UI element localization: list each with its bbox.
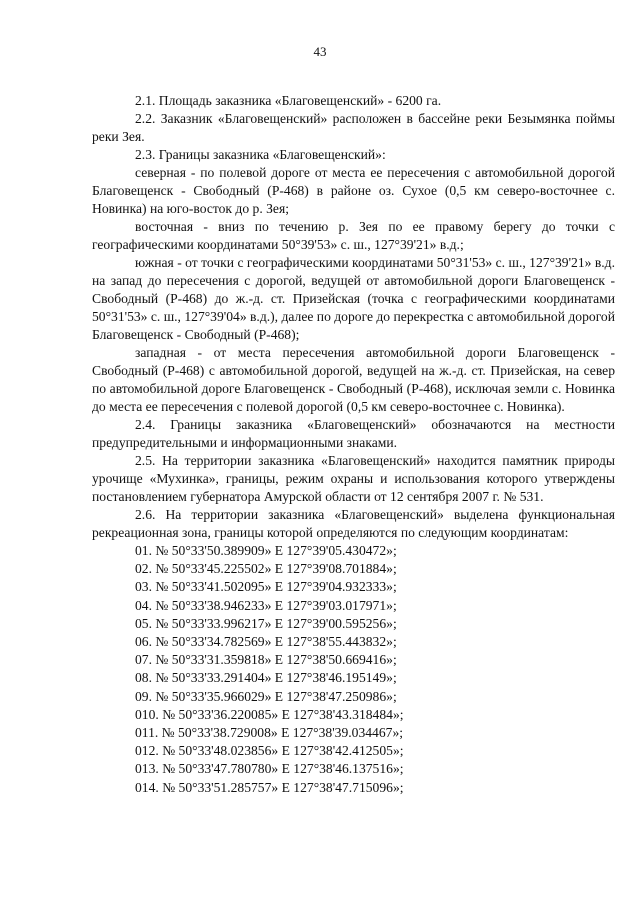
coordinate-item: 08. № 50°33'33.291404» E 127°38'46.195149»; (135, 670, 397, 686)
boundary-south: южная - от точки с географическими координатами 50°31'53» с. ш., 127°39'21» в.д. на запад до пересечения с дорогой, ведущей от автомобильной дороги Благовещенск - Свободный (Р-468) до ж.-д. ст. Призейская (точка с географическими координатами 50°31'53» с. ш., 127°39'04» в.д.), далее по дороге до перекрестка с автомобильной дорогой Благовещенск - Свободный (Р-468); (92, 255, 616, 342)
page-number: 43 (313, 44, 327, 59)
coordinate-item: 02. № 50°33'45.225502» E 127°39'08.701884»; (135, 561, 397, 577)
coordinate-item: 09. № 50°33'35.966029» E 127°38'47.250986»; (135, 688, 397, 704)
coordinate-list (92, 542, 615, 797)
boundary-north: северная - по полевой дороге от места ее пересечения с автомобильной дорогой Благовещенск - Свободный (Р-468) в районе оз. Сухое (0,5 км северо-восточнее с. Новинка) на юго-восток до р. Зея; (92, 165, 615, 216)
coordinate-item: 013. № 50°33'47.780780» E 127°38'46.137516»; (135, 761, 404, 777)
coordinate-item: 06. № 50°33'34.782569» E 127°38'55.443832»; (135, 634, 397, 650)
paragraph-2-1: 2.1. Площадь заказника «Благовещенский» - 6200 га. (135, 93, 442, 108)
coordinate-item: 04. № 50°33'38.946233» E 127°39'03.017971»; (135, 597, 397, 613)
paragraph-2-2: 2.2. Заказник «Благовещенский» расположен в бассейне реки Безымянка поймы реки Зея. (92, 111, 615, 144)
coordinate-item: 014. № 50°33'51.285757» E 127°38'47.715096»; (135, 779, 404, 795)
boundary-east: восточная - вниз по течению р. Зея по ее правому берегу до точки с географическими координатами 50°39'53» с. ш., 127°39'21» в.д.; (92, 219, 615, 252)
paragraph-2-6: 2.6. На территории заказника «Благовещенский» выделена функциональная рекреационная зона, границы которой определяются по следующим координатам: (92, 507, 615, 540)
coordinate-item: 010. № 50°33'36.220085» E 127°38'43.318484»; (135, 706, 404, 722)
paragraph-2-3: 2.3. Границы заказника «Благовещенский»: (135, 147, 386, 162)
document-body (92, 92, 615, 797)
paragraph-2-5: 2.5. На территории заказника «Благовещенский» находится памятник природы урочище «Мухинка», границы, режим охраны и использования которого утверждены постановлением губернатора Амурской области от 12 сентября 2007 г. № 531. (92, 453, 615, 504)
coordinate-item: 012. № 50°33'48.023856» E 127°38'42.412505»; (135, 743, 404, 759)
boundary-west: западная - от места пересечения автомобильной дороги Благовещенск - Свободный (Р-468) с автомобильной дорогой, ведущей на ж.-д. ст. Призейская, на север по автомобильной дороге Благовещенск - Свободный (Р-468), исключая земли с. Новинка до места ее пересечения с полевой дорогой (0,5 км северо-восточнее с. Новинка). (92, 345, 615, 414)
coordinate-item: 01. № 50°33'50.389909» E 127°39'05.430472»; (135, 543, 397, 558)
coordinate-item: 05. № 50°33'33.996217» E 127°39'00.595256»; (135, 615, 397, 631)
coordinate-item: 07. № 50°33'31.359818» E 127°38'50.669416»; (135, 652, 397, 668)
paragraph-2-4: 2.4. Границы заказника «Благовещенский» обозначаются на местности предупредительными и информационными знаками. (92, 417, 615, 450)
coordinate-item: 011. № 50°33'38.729008» E 127°38'39.034467»; (135, 725, 404, 741)
coordinate-item: 03. № 50°33'41.502095» E 127°39'04.932333»; (135, 579, 397, 595)
